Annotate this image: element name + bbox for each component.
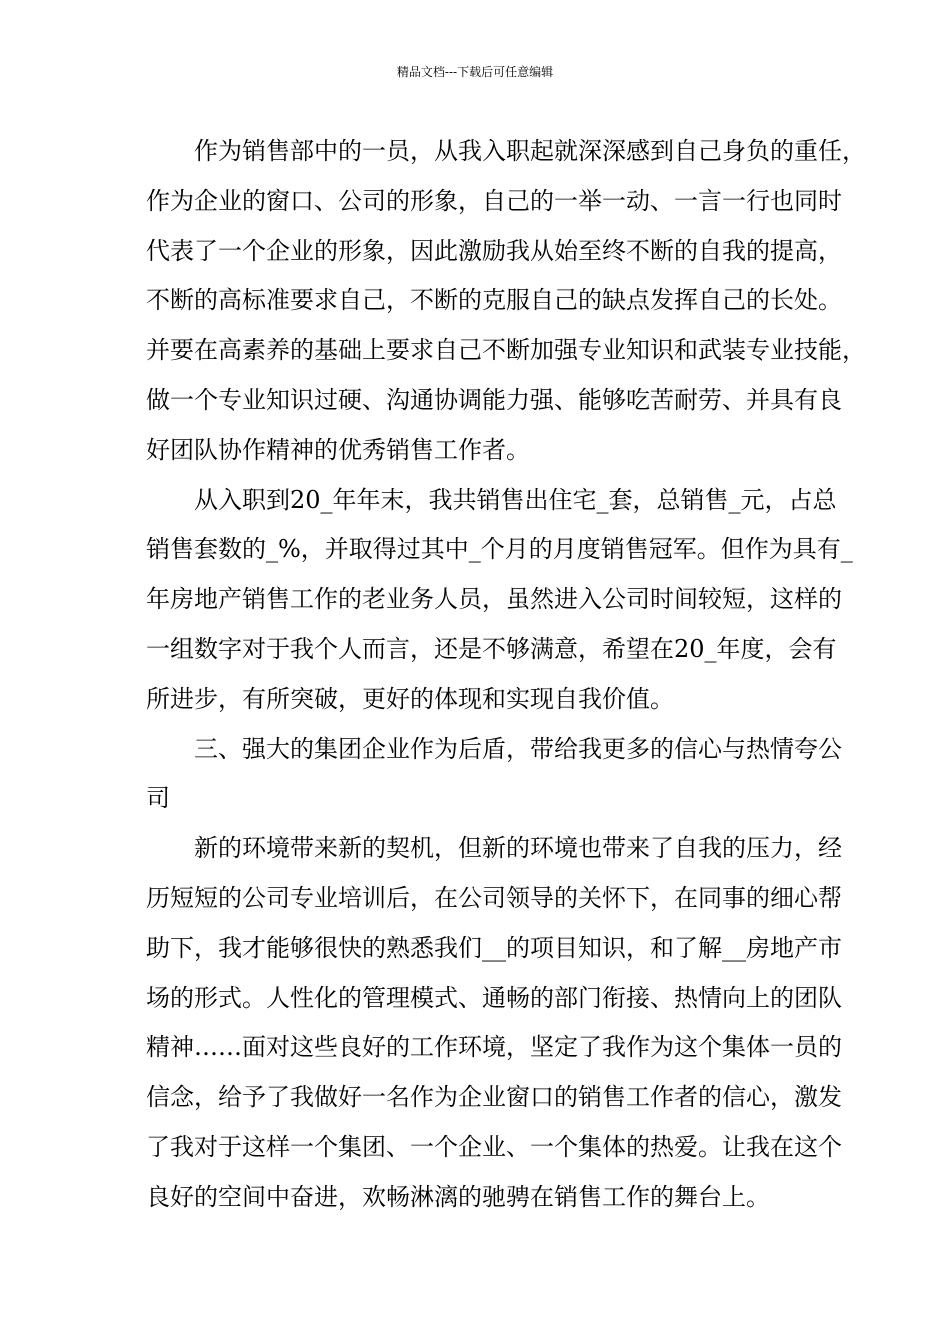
page-header: 精品文档---下载后可任意编辑 bbox=[396, 65, 554, 79]
text-line: 所进步，有所突破，更好的体现和实现自我价值。 bbox=[146, 684, 674, 713]
text-line: 销售套数的_%，并取得过其中_个月的月度销售冠军。但作为具有_ bbox=[146, 535, 853, 564]
text-line: 不断的高标准要求自己，不断的克服自己的缺点发挥自己的长处。 bbox=[146, 286, 842, 315]
text-line: 三、强大的集团企业作为后盾，带给我更多的信心与热情夸公 bbox=[146, 734, 842, 763]
text-line: 司 bbox=[146, 784, 170, 813]
text-line: 代表了一个企业的形象，因此激励我从始至终不断的自我的提高， bbox=[146, 236, 842, 265]
paragraph-new-environment bbox=[146, 824, 842, 1222]
text-line: 从入职到20_年年末，我共销售出住宅_套，总销售_元，占总 bbox=[146, 485, 837, 514]
text-line: 了我对于这样一个集团、一个企业、一个集体的热爱。让我在这个 bbox=[146, 1132, 842, 1161]
text-line: 年房地产销售工作的老业务人员，虽然进入公司时间较短，这样的 bbox=[146, 585, 842, 614]
text-line: 良好的空间中奋进，欢畅淋漓的驰骋在销售工作的舞台上。 bbox=[146, 1182, 770, 1211]
text-line: 历短短的公司专业培训后，在公司领导的关怀下，在同事的细心帮 bbox=[146, 883, 842, 912]
section-heading-three bbox=[146, 725, 842, 825]
text-line: 精神……面对这些良好的工作环境，坚定了我作为这个集体一员的 bbox=[146, 1033, 842, 1062]
text-line: 新的环境带来新的契机，但新的环境也带来了自我的压力，经 bbox=[146, 834, 842, 863]
text-line: 作为企业的窗口、公司的形象，自己的一举一动、一言一行也同时 bbox=[146, 186, 842, 215]
document-body bbox=[146, 127, 866, 1223]
text-line: 助下，我才能够很快的熟悉我们__的项目知识，和了解__房地产市 bbox=[146, 933, 842, 962]
text-line: 场的形式。人性化的管理模式、通畅的部门衔接、热情向上的团队 bbox=[146, 983, 842, 1012]
text-line: 作为销售部中的一员，从我入职起就深深感到自己身负的重任， bbox=[146, 137, 866, 165]
text-line: 一组数字对于我个人而言，还是不够满意，希望在20_年度，会有 bbox=[146, 634, 837, 663]
paragraph-sales-responsibility bbox=[146, 127, 866, 476]
text-line: 做一个专业知识过硬、沟通协调能力强、能够吃苦耐劳、并具有良 bbox=[146, 385, 842, 414]
text-line: 并要在高素养的基础上要求自己不断加强专业知识和武装专业技能， bbox=[146, 336, 866, 365]
paragraph-sales-results bbox=[146, 476, 853, 725]
text-line: 好团队协作精神的优秀销售工作者。 bbox=[146, 435, 530, 464]
text-line: 信念，给予了我做好一名作为企业窗口的销售工作者的信心，激发 bbox=[146, 1083, 842, 1112]
